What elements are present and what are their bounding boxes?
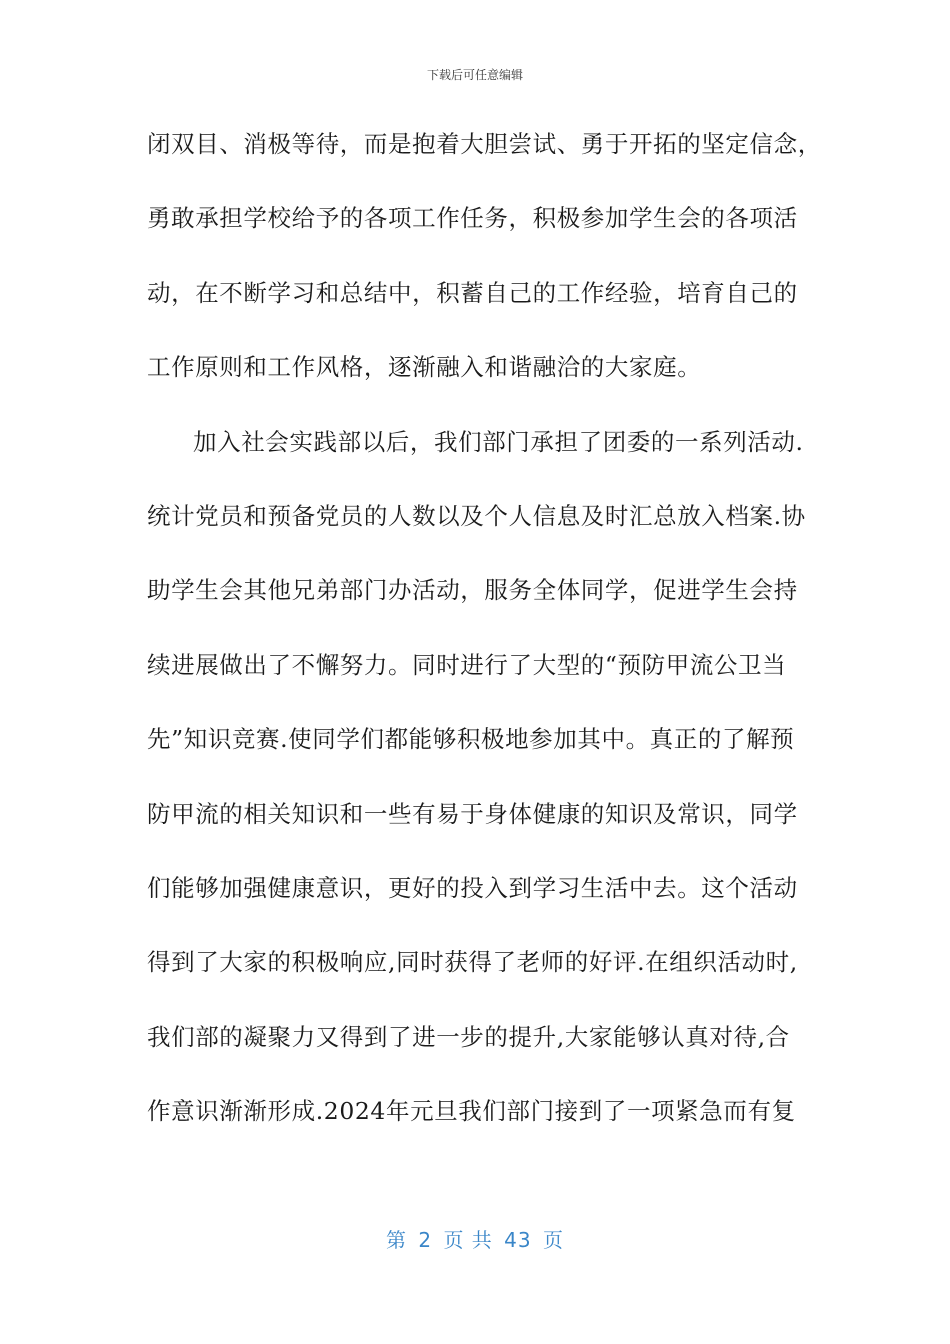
paragraph-start-line: 加入社会实践部以后，我们部门承担了团委的一系列活动. <box>193 427 804 456</box>
text-line: 们能够加强健康意识，更好的投入到学习生活中去。这个活动 <box>147 873 798 902</box>
text-line: 作意识渐渐形成.2024年元旦我们部门接到了一项紧急而有复 <box>147 1097 796 1126</box>
text-line: 防甲流的相关知识和一些有易于身体健康的知识及常识，同学 <box>147 799 798 828</box>
text-line: 统计党员和预备党员的人数以及个人信息及时汇总放入档案.协 <box>147 501 806 530</box>
text-line: 续进展做出了不懈努力。同时进行了大型的“预防甲流公卫当 <box>147 650 787 679</box>
text-line: 我们部的凝聚力又得到了进一步的提升,大家能够认真对待,合 <box>147 1022 790 1051</box>
footer-middle: 页 共 <box>443 1228 493 1252</box>
footer-suffix: 页 <box>542 1228 564 1252</box>
document-body <box>147 120 822 1161</box>
text-line: 先”知识竞赛.使同学们都能够积极地参加其中。真正的了解预 <box>147 725 795 754</box>
text-line: 闭双目、消极等待，而是抱着大胆尝试、勇于开拓的坚定信念， <box>147 130 822 158</box>
current-page-number: 2 <box>418 1228 433 1252</box>
page-header: 下载后可任意编辑 <box>426 68 523 82</box>
text-line: 勇敢承担学校给予的各项工作任务，积极参加学生会的各项活 <box>147 204 798 233</box>
page-footer <box>0 1224 950 1253</box>
total-page-count: 43 <box>504 1228 532 1252</box>
text-line: 工作原则和工作风格，逐渐融入和谐融洽的大家庭。 <box>147 353 702 382</box>
footer-prefix: 第 <box>386 1228 407 1252</box>
text-line: 助学生会其他兄弟部门办活动，服务全体同学，促进学生会持 <box>147 576 798 605</box>
text-line: 得到了大家的积极响应,同时获得了老师的好评.在组织活动时, <box>147 948 798 977</box>
text-line: 动，在不断学习和总结中，积蓄自己的工作经验，培育自己的 <box>147 278 798 307</box>
